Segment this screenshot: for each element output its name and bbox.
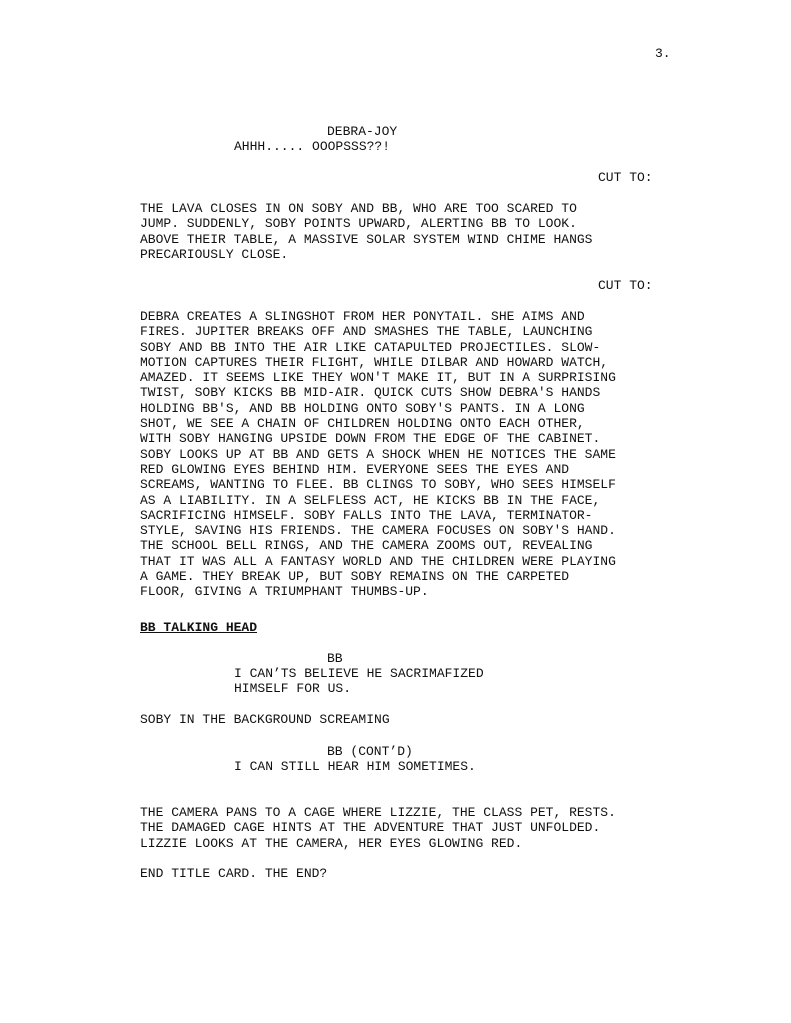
transition: CUT TO: [598, 170, 653, 185]
action-paragraph: THE CAMERA PANS TO A CAGE WHERE LIZZIE, THE CLASS PET, RESTS. THE DAMAGED CAGE HINTS AT THE ADVENTURE THAT JUST UNFOLDED. LIZZIE LOOKS AT THE CAMERA, HER EYES GLOWING RED. [140, 805, 616, 851]
action-paragraph: DEBRA CREATES A SLINGSHOT FROM HER PONYTAIL. SHE AIMS AND FIRES. JUPITER BREAKS OFF AND SMASHES THE TABLE, LAUNCHING SOBY AND BB INTO THE AIR LIKE CATAPULTED PROJECTILES. SLOW- MOTION CAPTURES THEIR FLIGHT, WHILE DILBAR AND HOWARD WATCH, AMAZED. IT SEEMS LIKE THEY WON'T MAKE IT, BUT IN A SURPRISING TWIST, SOBY KICKS BB MID-AIR. QUICK CUTS SHOW DEBRA'S HANDS HOLDING BB'S, AND BB HOLDING ONTO SOBY'S PANTS. IN A LONG SHOT, WE SEE A CHAIN OF CHILDREN HOLDING ONTO EACH OTHER, WITH SOBY HANGING UPSIDE DOWN FROM THE EDGE OF THE CABINET. SOBY LOOKS UP AT BB AND GETS A SHOCK WHEN HE NOTICES THE SAME RED GLOWING EYES BEHIND HIM. EVERYONE SEES THE EYES AND SCREAMS, WANTING TO FLEE. BB CLINGS TO SOBY, WHO SEES HIMSELF AS A LIABILITY. IN A SELFLESS ACT, HE KICKS BB IN THE FACE, SACRIFICING HIMSELF. SOBY FALLS INTO THE LAVA, TERMINATOR- STYLE, SAVING HIS FRIENDS. THE CAMERA FOCUSES ON SOBY'S HAND. THE SCHOOL BELL RINGS, AND THE CAMERA ZOOMS OUT, REVEALING THAT IT WAS ALL A FANTASY WORLD AND THE CHILDREN WERE PLAYING A GAME. THEY BREAK UP, BUT SOBY REMAINS ON THE CARPETED FLOOR, GIVING A TRIUMPHANT THUMBS-UP. [140, 309, 616, 600]
character-name: BB [327, 651, 343, 666]
scene-heading: BB TALKING HEAD [140, 620, 258, 635]
transition: CUT TO: [598, 278, 653, 293]
action-paragraph: THE LAVA CLOSES IN ON SOBY AND BB, WHO ARE TOO SCARED TO JUMP. SUDDENLY, SOBY POINTS UPWARD, ALERTING BB TO LOOK. ABOVE THEIR TABLE, A MASSIVE SOLAR SYSTEM WIND CHIME HANGS PRECARIOUSLY CLOSE. [140, 201, 593, 262]
action-paragraph: SOBY IN THE BACKGROUND SCREAMING [140, 712, 390, 727]
action-paragraph: END TITLE CARD. THE END? [140, 866, 328, 881]
dialogue: AHHH..... OOOPSSS??! [234, 139, 391, 154]
character-name: BB (CONT’D) [327, 744, 413, 759]
page-number: 3. [655, 46, 671, 61]
dialogue: I CAN STILL HEAR HIM SOMETIMES. [234, 759, 476, 774]
character-name: DEBRA-JOY [327, 124, 398, 139]
dialogue: I CAN’TS BELIEVE HE SACRIMAFIZED HIMSELF FOR US. [234, 666, 484, 697]
